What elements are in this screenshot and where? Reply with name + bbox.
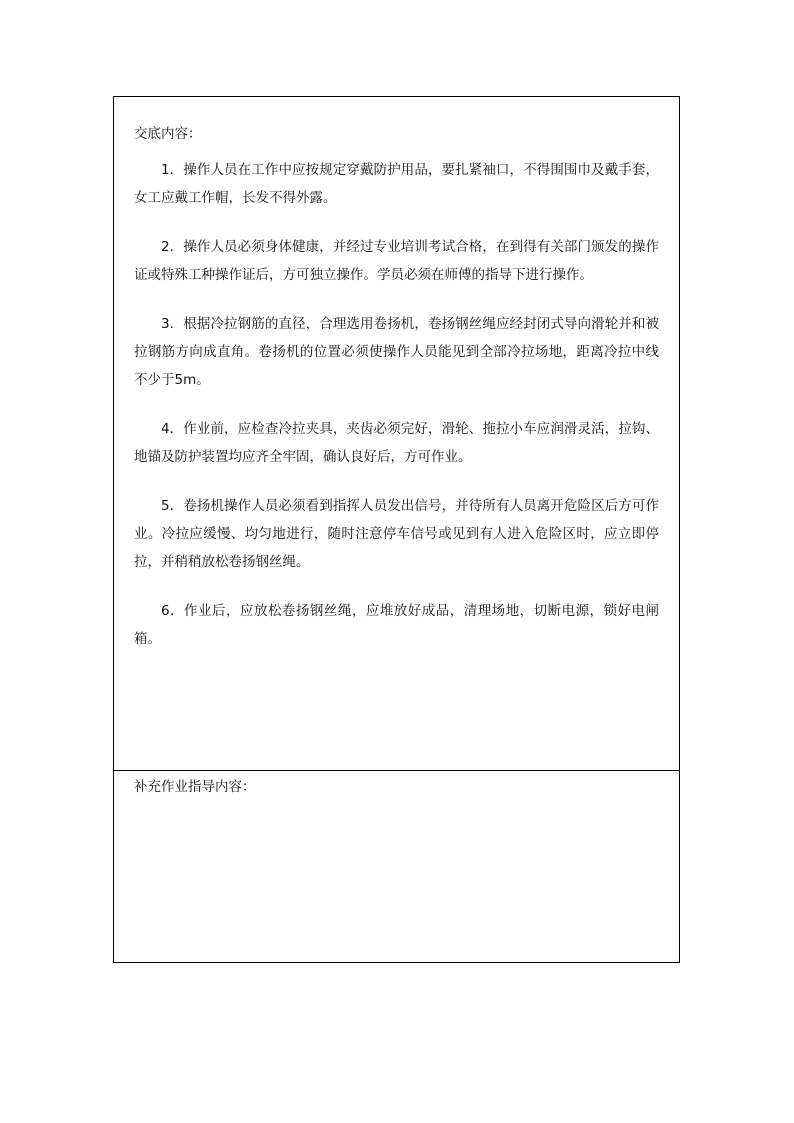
briefing-item-3: 3．根据冷拉钢筋的直径，合理选用卷扬机，卷扬钢丝绳应经封闭式导向滑轮并和被拉钢筋方向成直角。卷扬机的位置必须使操作人员能见到全部冷拉场地，距离冷拉中线不少于5m。 <box>134 316 659 388</box>
briefing-content-cell <box>114 97 679 771</box>
briefing-table <box>113 96 680 963</box>
briefing-item-5: 5．卷扬机操作人员必须看到指挥人员发出信号，并待所有人员离开危险区后方可作业。冷拉应缓慢、均匀地进行，随时注意停车信号或见到有人进入危险区时，应立即停拉，并稍稍放松卷扬钢丝绳。 <box>134 498 659 570</box>
briefing-item-6: 6．作业后，应放松卷扬钢丝绳，应堆放好成品，清理场地，切断电源，锁好电闸箱。 <box>134 603 659 647</box>
supplement-content-cell <box>114 771 679 962</box>
briefing-item-1: 1．操作人员在工作中应按规定穿戴防护用品，要扎紧袖口，不得围围巾及戴手套，女工应戴工作帽，长发不得外露。 <box>134 162 659 206</box>
briefing-heading: 交底内容： <box>134 126 202 142</box>
supplement-heading: 补充作业指导内容： <box>134 779 256 795</box>
briefing-item-2: 2．操作人员必须身体健康，并经过专业培训考试合格，在到得有关部门颁发的操作证或特殊工种操作证后，方可独立操作。学员必须在师傅的指导下进行操作。 <box>134 239 659 283</box>
briefing-items <box>134 156 659 674</box>
briefing-item-4: 4．作业前，应检查冷拉夹具，夹齿必须完好，滑轮、拖拉小车应润滑灵活，拉钩、地锚及防护装置均应齐全牢固，确认良好后，方可作业。 <box>134 421 659 465</box>
